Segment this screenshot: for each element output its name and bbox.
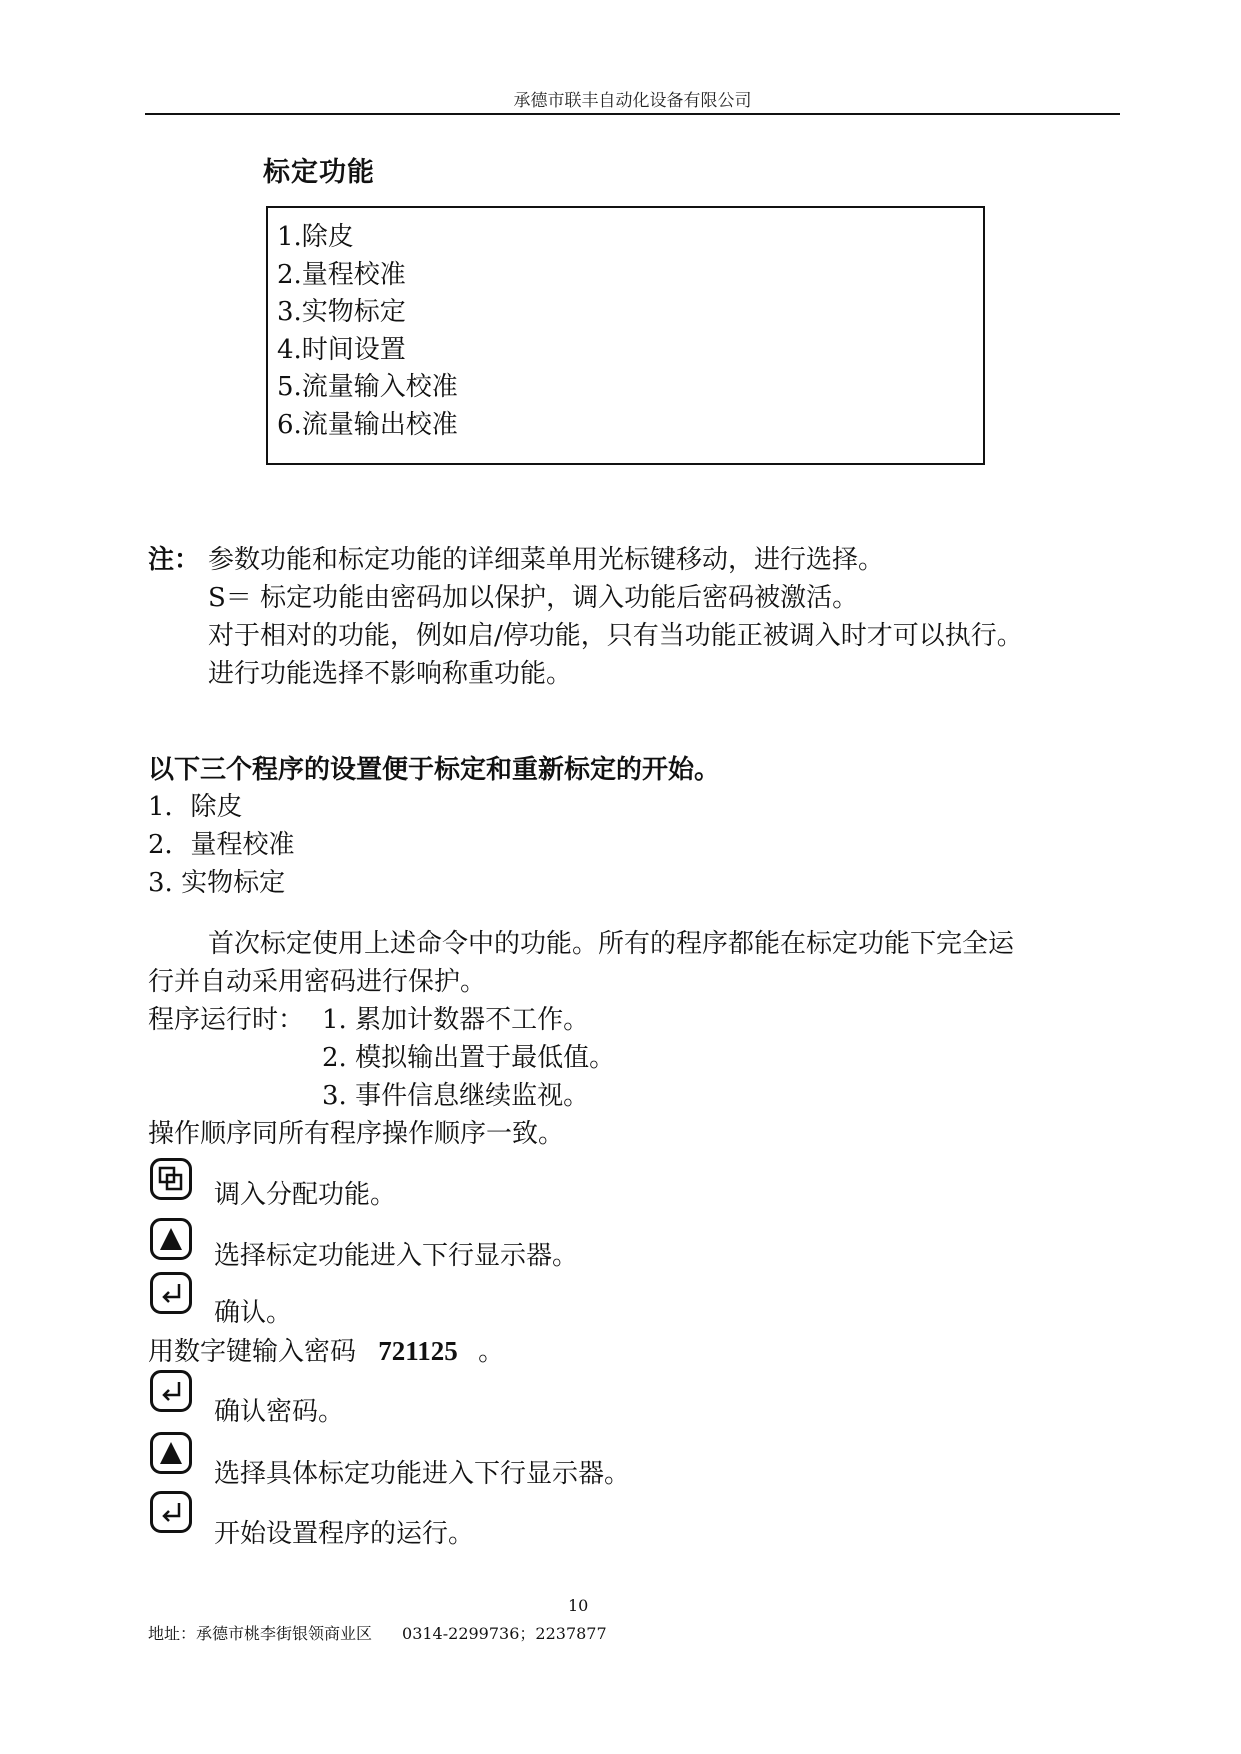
password-code: 721125 <box>378 1336 458 1366</box>
header-rule <box>145 113 1120 115</box>
password-prefix: 用数字键输入密码 <box>148 1337 357 1367</box>
program-item: 3. 实物标定 <box>148 868 286 898</box>
note-label: 注： <box>148 545 201 575</box>
menu-item: 6.流量输出校准 <box>277 409 458 440</box>
function-key-icon <box>150 1158 192 1200</box>
note-line: 参数功能和标定功能的详细菜单用光标键移动，进行选择。 <box>208 545 885 575</box>
usage-paragraph-line: 行并自动采用密码进行保护。 <box>148 967 487 997</box>
page-header-company: 承德市联丰自动化设备有限公司 <box>513 91 752 111</box>
menu-item: 4.时间设置 <box>277 334 406 365</box>
programs-heading: 以下三个程序的设置便于标定和重新标定的开始。 <box>148 755 721 785</box>
menu-item: 3.实物标定 <box>277 297 406 327</box>
program-item: 1．除皮 <box>148 792 243 822</box>
section-title: 标定功能 <box>263 157 375 188</box>
step-text: 调入分配功能。 <box>214 1180 397 1210</box>
menu-item: 2.量程校准 <box>277 259 406 290</box>
usage-paragraph-line: 首次标定使用上述命令中的功能。所有的程序都能在标定功能下完全运 <box>208 929 1015 959</box>
enter-key-icon <box>150 1370 192 1412</box>
program-item: 2．量程校准 <box>148 830 295 860</box>
footer-phone: 0314-2299736；2237877 <box>402 1624 607 1643</box>
running-label: 程序运行时： <box>148 1005 305 1035</box>
running-item: 1. 累加计数器不工作。 <box>322 1005 590 1035</box>
note-line: S＝ 标定功能由密码加以保护，调入功能后密码被激活。 <box>208 583 859 613</box>
enter-key-icon <box>150 1491 192 1533</box>
running-item: 3. 事件信息继续监视。 <box>322 1081 590 1111</box>
password-suffix: 。 <box>478 1337 505 1367</box>
calibration-menu-list <box>277 219 458 444</box>
enter-key-icon <box>150 1272 192 1314</box>
note-line: 进行功能选择不影响称重功能。 <box>208 659 573 689</box>
note-line: 对于相对的功能，例如启/停功能，只有当功能正被调入时才可以执行。 <box>208 621 1023 651</box>
sequence-note: 操作顺序同所有程序操作顺序一致。 <box>148 1119 565 1149</box>
step-text: 选择标定功能进入下行显示器。 <box>214 1241 579 1271</box>
running-item: 2. 模拟输出置于最低值。 <box>322 1043 616 1073</box>
password-line <box>148 1331 504 1368</box>
footer-address-line <box>148 1621 607 1644</box>
step-text: 选择具体标定功能进入下行显示器。 <box>214 1459 631 1489</box>
step-text: 开始设置程序的运行。 <box>214 1519 475 1549</box>
up-arrow-key-icon <box>150 1432 192 1474</box>
step-text: 确认。 <box>214 1298 293 1328</box>
page-number: 10 <box>568 1596 589 1615</box>
step-text: 确认密码。 <box>214 1397 345 1427</box>
footer-address: 地址：承德市桃李街银领商业区 <box>148 1624 373 1643</box>
menu-item: 1.除皮 <box>277 222 354 252</box>
menu-item: 5.流量输入校准 <box>277 372 458 402</box>
up-arrow-key-icon <box>150 1218 192 1260</box>
